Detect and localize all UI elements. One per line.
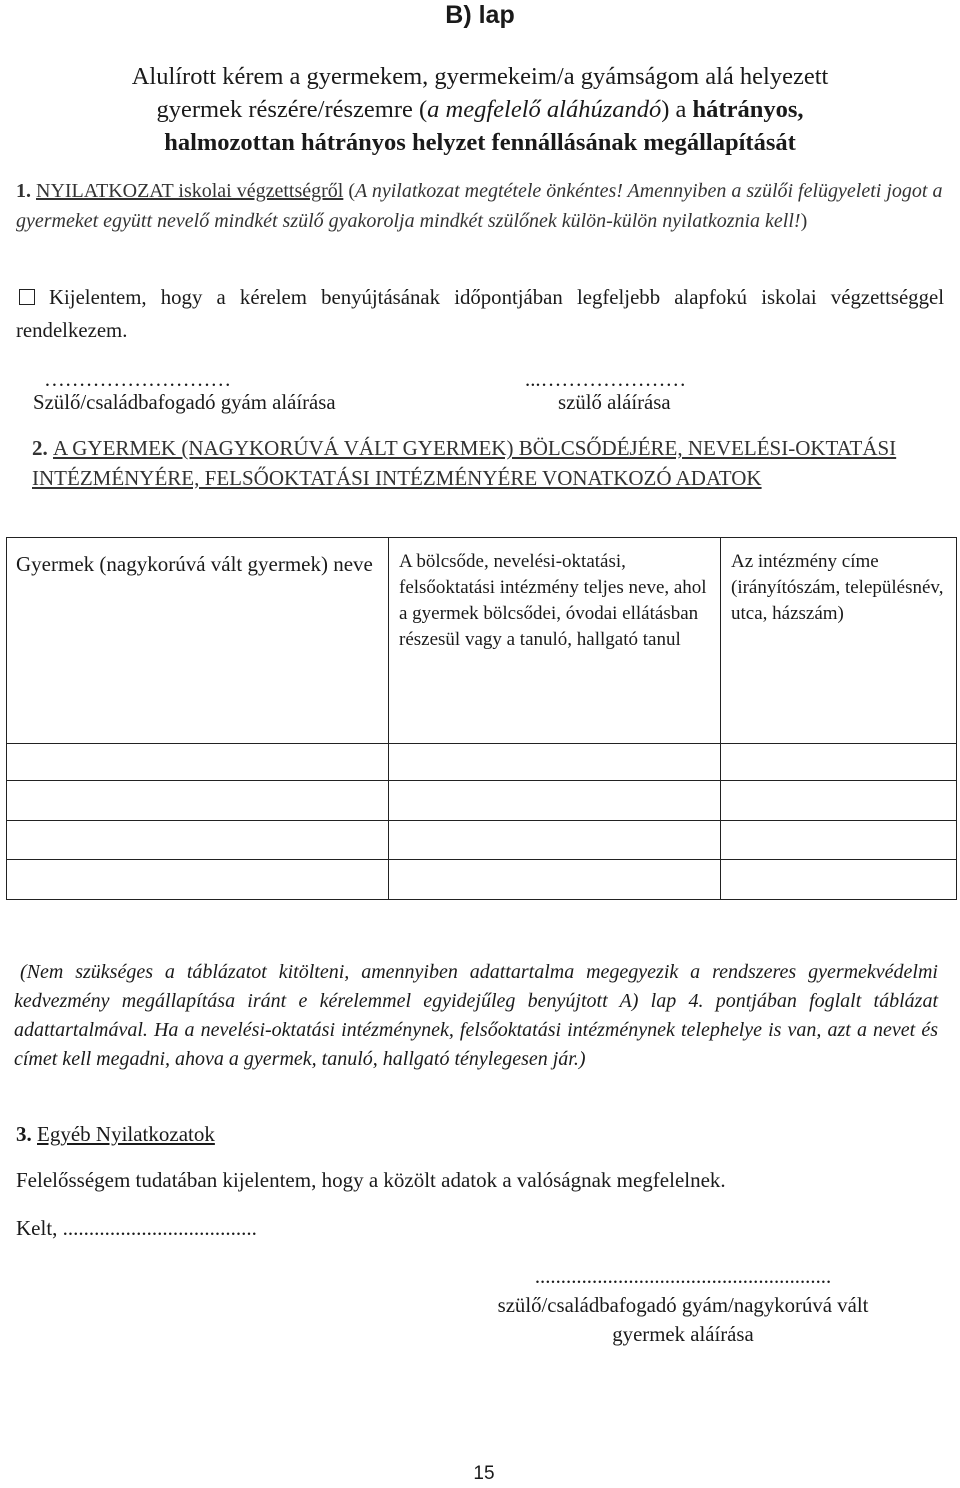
declaration-text: Felelősségem tudatában kijelentem, hogy a közölt adatok a valóságnak megfelelnek. xyxy=(16,1168,726,1192)
table-cell[interactable] xyxy=(7,744,389,781)
request-paragraph xyxy=(30,60,930,159)
table-row xyxy=(7,821,957,860)
table-cell[interactable] xyxy=(721,821,957,860)
table-cell[interactable] xyxy=(721,744,957,781)
signature-left-label: Szülő/családbafogadó gyám aláírása xyxy=(33,391,336,414)
page-number: 15 xyxy=(473,1463,495,1484)
section-1-paren-close: ) xyxy=(800,209,808,232)
table-cell[interactable] xyxy=(721,860,957,900)
column-header-child-name: Gyermek (nagykorúvá vált gyermek) neve xyxy=(7,538,389,744)
section-3-number: 3. xyxy=(16,1122,37,1146)
table-cell[interactable] xyxy=(389,744,721,781)
institution-table xyxy=(6,537,957,900)
section-3-title: Egyéb Nyilatkozatok xyxy=(37,1122,215,1146)
table-cell[interactable] xyxy=(389,821,721,860)
request-line-3: halmozottan hátrányos helyzet fennállásának megállapítását xyxy=(164,129,796,156)
signature-right-label: szülő aláírása xyxy=(558,391,671,414)
table-cell[interactable] xyxy=(389,781,721,821)
table-cell[interactable] xyxy=(7,781,389,821)
signature-right-dots: ...………………… xyxy=(525,368,687,391)
request-line-1: Alulírott kérem a gyermekem, gyermekeim/a gyámságom alá helyezett xyxy=(131,63,829,90)
page-title: B) lap xyxy=(445,1,515,29)
table-cell[interactable] xyxy=(7,821,389,860)
signature-left-dots: ……………………… xyxy=(44,368,232,391)
section-3-heading xyxy=(16,1120,215,1148)
statement-paragraph xyxy=(16,281,944,347)
final-signature-block xyxy=(438,1262,928,1349)
request-line-2-text: gyermek részére/részemre ( xyxy=(156,96,428,123)
request-line-2 xyxy=(30,93,930,126)
section-2-title: A GYERMEK (NAGYKORÚVÁ VÁLT GYERMEK) BÖLCSŐDÉJÉRE, NEVELÉSI-OKTATÁSI INTÉZMÉNYÉRE, FELSŐOKTATÁSI INTÉZMÉNYÉRE VONATKOZÓ ADATOK xyxy=(32,436,897,490)
section-1-note: A nyilatkozat megtétele önkéntes! Amennyiben a szülői felügyeleti jogot a gyermeket együtt nevelő mindkét szülő gyakorolja mindkét szülőnek külön-külön nyilatkoznia kell! xyxy=(16,180,943,232)
section-2-heading xyxy=(32,434,942,493)
column-header-institution-name: A bölcsőde, nevelési-oktatási, felsőoktatási intézmény teljes neve, ahol a gyermek bölcsődei, óvodai ellátásban részesül vagy a tanuló, hallgató tanul xyxy=(389,538,721,744)
table-header-row xyxy=(7,538,957,744)
date-place-field[interactable]: Kelt, ..................................... xyxy=(16,1216,257,1240)
section-2-number: 2. xyxy=(32,436,53,460)
section-1-paren-open: ( xyxy=(343,180,356,202)
table-row xyxy=(7,860,957,900)
table-row xyxy=(7,744,957,781)
final-signature-label-1: szülő/családbafogadó gyám/nagykorúvá vált xyxy=(497,1294,869,1317)
table-cell[interactable] xyxy=(721,781,957,821)
section-1-heading xyxy=(16,177,946,236)
final-signature-label-2: gyermek aláírása xyxy=(612,1323,754,1346)
table-cell[interactable] xyxy=(7,860,389,900)
table-note: (Nem szükséges a táblázatot kitölteni, amennyiben adattartalma megegyezik a rendszeres gyermekvédelmi kedvezmény megállapítása iránt e kérelemmel egyidejűleg benyújtott A) lap 4. pontjában foglalt táblázat adattartalmával. Ha a nevelési-oktatási intézménynek, felsőoktatási intézménynek telephelye is van, azt a nevet és címet kell megadni, ahova a gyermek, tanuló, hallgató ténylegesen jár.) xyxy=(14,961,938,1070)
section-1-number: 1. xyxy=(16,180,36,202)
table-cell[interactable] xyxy=(389,860,721,900)
table-row xyxy=(7,781,957,821)
column-header-institution-address: Az intézmény címe (irányítószám, településnév, utca, házszám) xyxy=(721,538,957,744)
request-bold-phrase: hátrányos, xyxy=(692,96,804,123)
request-italic-note: a megfelelő aláhúzandó xyxy=(427,96,662,123)
statement-text: Kijelentem, hogy a kérelem benyújtásának időpontjában legfeljebb alapfokú iskolai végzettséggel rendelkezem. xyxy=(16,286,944,342)
checkbox[interactable] xyxy=(19,289,35,305)
final-signature-dots: ......................................................... xyxy=(534,1265,832,1288)
section-1-title: NYILATKOZAT iskolai végzettségről xyxy=(36,180,344,202)
request-line-2-post: ) a xyxy=(661,96,693,123)
